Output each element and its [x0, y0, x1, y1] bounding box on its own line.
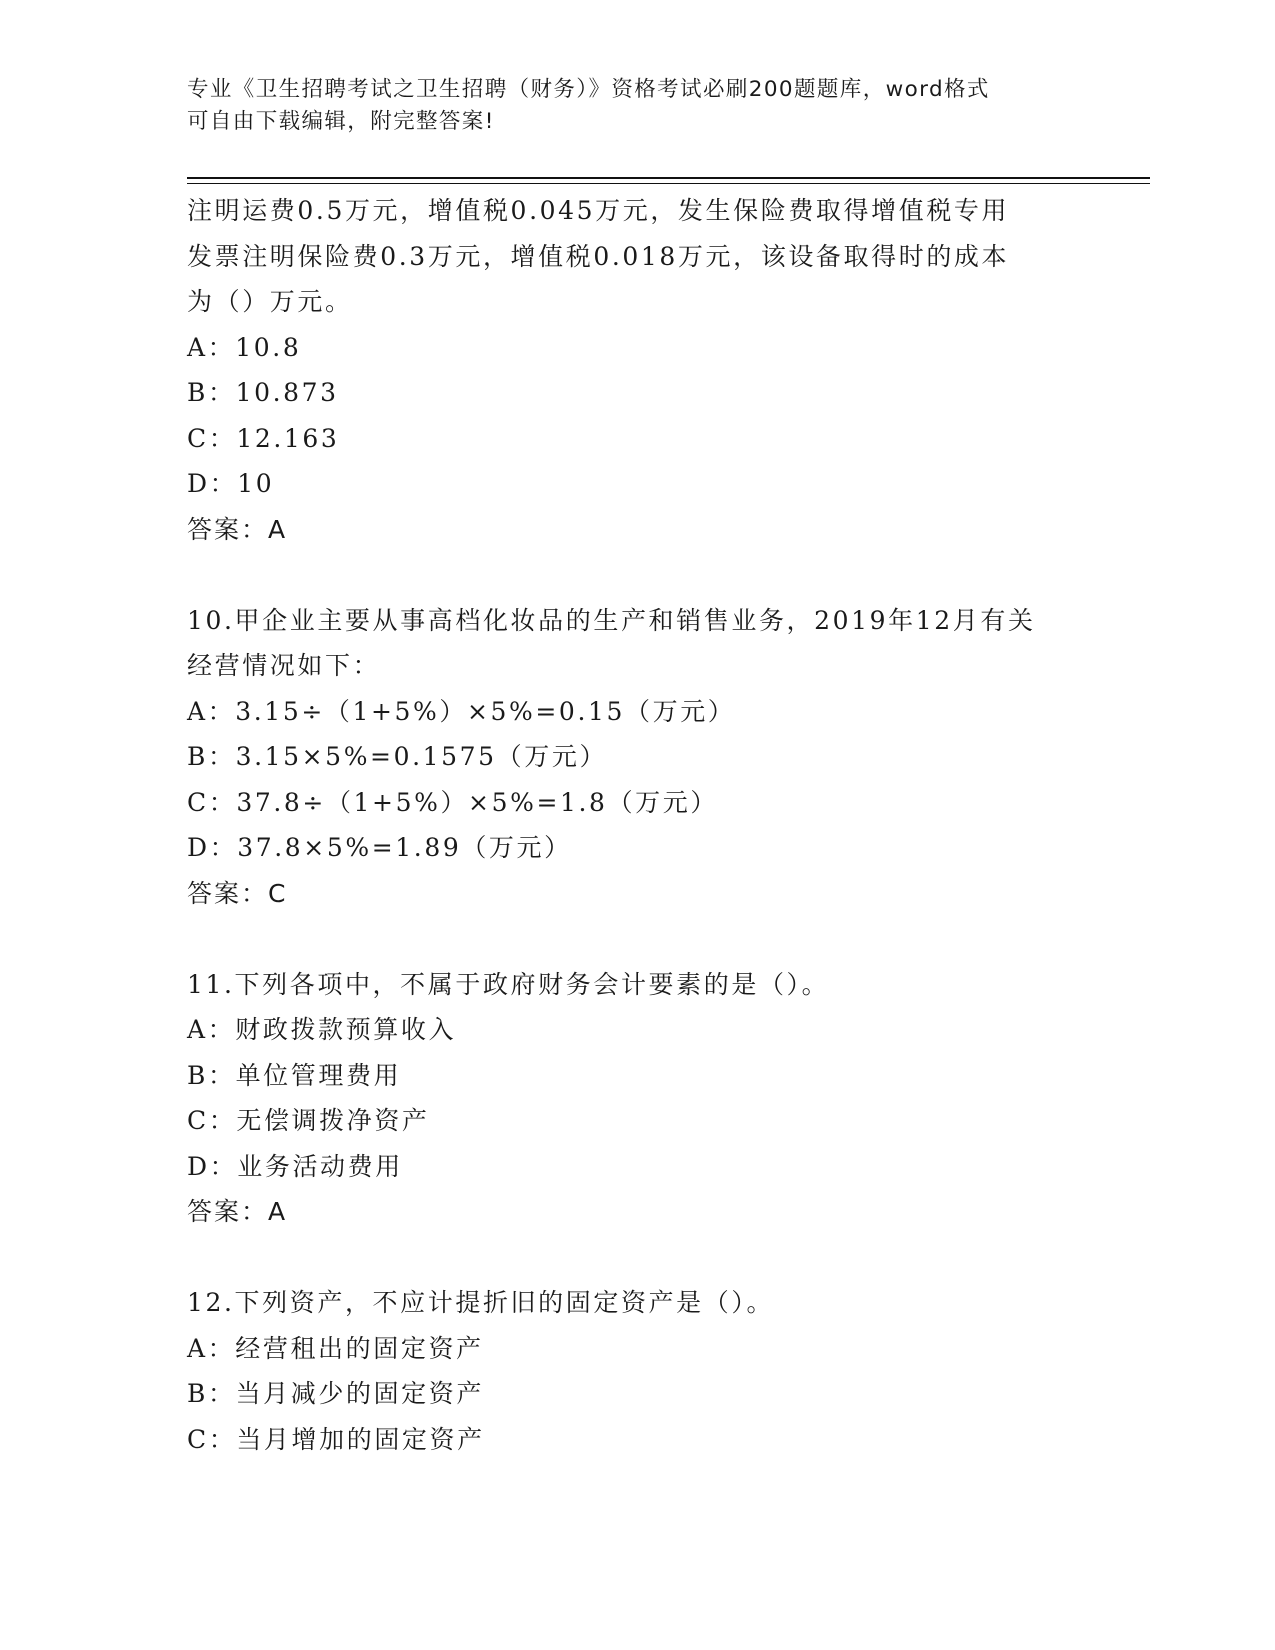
question-text-line: 11.下列各项中，不属于政府财务会计要素的是（）。	[187, 969, 830, 999]
question-11	[187, 962, 1067, 1235]
question-9-continued	[187, 188, 1067, 552]
option-c: C：12.163	[187, 423, 340, 453]
option-d: D：37.8×5%=1.89（万元）	[187, 833, 572, 862]
option-b: B：10.873	[187, 378, 339, 407]
option-a: A：3.15÷（1+5%）×5%=0.15（万元）	[187, 696, 736, 726]
question-list	[187, 188, 1067, 1462]
question-text-line: 10.甲企业主要从事高档化妆品的生产和销售业务，2019年12月有关	[187, 605, 1036, 635]
spacer	[187, 916, 1067, 962]
header-line-2: 可自由下载编辑，附完整答案!	[187, 109, 495, 134]
document-header	[187, 74, 1067, 138]
option-b: B：单位管理费用	[187, 1060, 402, 1090]
option-a: A：财政拨款预算收入	[187, 1015, 457, 1044]
header-divider-thin	[187, 183, 1150, 184]
spacer	[187, 1235, 1067, 1281]
question-12	[187, 1280, 1067, 1462]
question-10	[187, 598, 1067, 917]
question-text-line: 经营情况如下：	[187, 651, 381, 680]
question-text-line: 12.下列资产，不应计提折旧的固定资产是（）。	[187, 1288, 775, 1317]
option-a: A：10.8	[187, 332, 302, 362]
option-c: C：当月增加的固定资产	[187, 1424, 485, 1454]
answer-line: 答案：C	[187, 878, 288, 908]
spacer	[187, 552, 1067, 598]
option-b: B：3.15×5%=0.1575（万元）	[187, 742, 608, 771]
option-d: D：10	[187, 469, 275, 498]
answer-line: 答案：A	[187, 514, 288, 544]
header-divider-thick	[187, 177, 1150, 179]
option-c: C：37.8÷（1+5%）×5%=1.8（万元）	[187, 787, 718, 817]
question-text-line: 为（）万元。	[187, 287, 353, 316]
option-b: B：当月减少的固定资产	[187, 1379, 484, 1408]
option-a: A：经营租出的固定资产	[187, 1333, 484, 1363]
question-text-line: 发票注明保险费0.3万元，增值税0.018万元，该设备取得时的成本	[187, 241, 1010, 271]
answer-line: 答案：A	[187, 1197, 288, 1226]
question-text-line: 注明运费0.5万元，增值税0.045万元，发生保险费取得增值税专用	[187, 196, 1010, 225]
option-d: D：业务活动费用	[187, 1151, 403, 1181]
header-line-1: 专业《卫生招聘考试之卫生招聘（财务）》资格考试必刷200题题库，word格式	[187, 77, 990, 102]
option-c: C：无偿调拨净资产	[187, 1106, 430, 1135]
